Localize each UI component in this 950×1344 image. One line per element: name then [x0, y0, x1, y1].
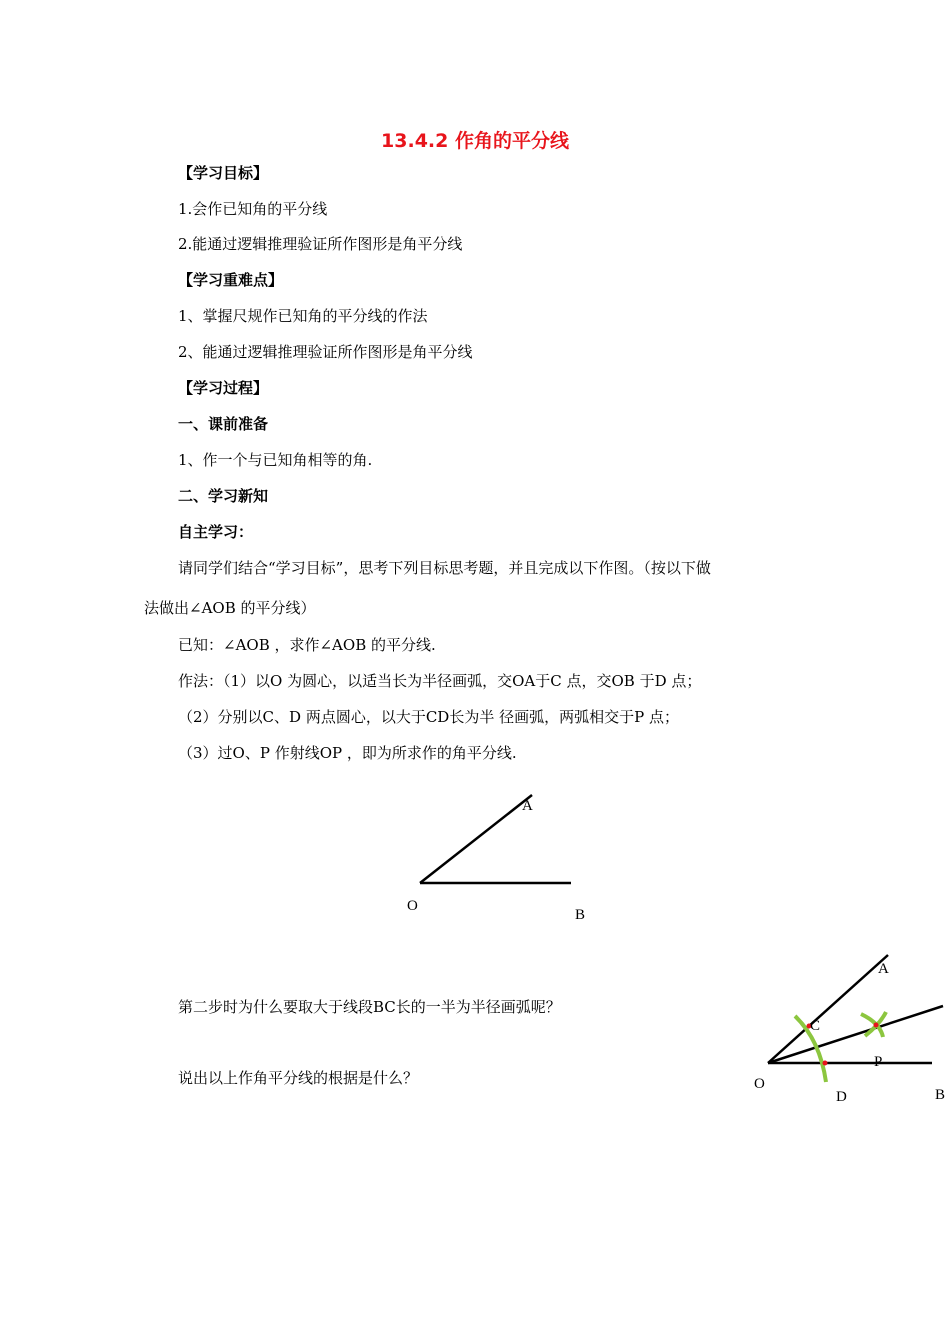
- point-d: [823, 1061, 828, 1066]
- label-c: C: [810, 1018, 821, 1034]
- key-point-1: 1、掌握尺规作已知角的平分线的作法: [178, 307, 428, 325]
- process-heading: 【学习过程】: [178, 379, 269, 397]
- question-2: 说出以上作角平分线的根据是什么？: [178, 1069, 419, 1087]
- objective-2: 2.能通过逻辑推理验证所作图形是角平分线: [178, 235, 463, 253]
- label-a: A: [522, 798, 533, 814]
- point-p: [874, 1023, 879, 1028]
- label-a: A: [878, 961, 889, 977]
- ray-oa: [768, 955, 888, 1063]
- paragraph-line-1: 请同学们结合“学习目标”，思考下列目标思考题，并且完成以下作图。（按以下做: [178, 559, 711, 577]
- ray-op: [768, 1006, 943, 1063]
- label-o: O: [407, 898, 418, 914]
- question-1: 第二步时为什么要取大于线段BC长的一半为半径画弧呢？: [178, 998, 561, 1016]
- label-b: B: [935, 1087, 946, 1103]
- method-step-1: 作法：（1）以O 为圆心，以适当长为半径画弧，交OA于C 点，交OB 于D 点；: [178, 672, 702, 690]
- part2-heading: 二、学习新知: [178, 487, 269, 505]
- self-study-heading: 自主学习：: [178, 523, 254, 541]
- label-b: B: [575, 907, 586, 923]
- objective-1: 1.会作已知角的平分线: [178, 200, 328, 218]
- method-step-3: （3）过O、P 作射线OP ，即为所求作的角平分线.: [178, 744, 517, 762]
- page-title: 13.4.2 作角的平分线: [381, 130, 569, 152]
- method-step-2: （2）分别以C、D 两点圆心，以大于CD长为半 径画弧，两弧相交于P 点；: [178, 708, 679, 726]
- part1-item: 1、作一个与已知角相等的角.: [178, 451, 373, 469]
- label-d: D: [836, 1089, 847, 1105]
- given-statement: 已知：∠AOB ，求作∠AOB 的平分线.: [178, 636, 436, 654]
- key-point-2: 2、能通过逻辑推理验证所作图形是角平分线: [178, 343, 473, 361]
- label-p: P: [874, 1054, 883, 1070]
- key-points-heading: 【学习重难点】: [178, 271, 284, 289]
- arc-p-lower: [861, 1014, 883, 1037]
- paragraph-line-2: 法做出∠AOB 的平分线）: [144, 599, 316, 617]
- part1-heading: 一、课前准备: [178, 415, 269, 433]
- label-o: O: [754, 1076, 765, 1092]
- objectives-heading: 【学习目标】: [178, 164, 269, 182]
